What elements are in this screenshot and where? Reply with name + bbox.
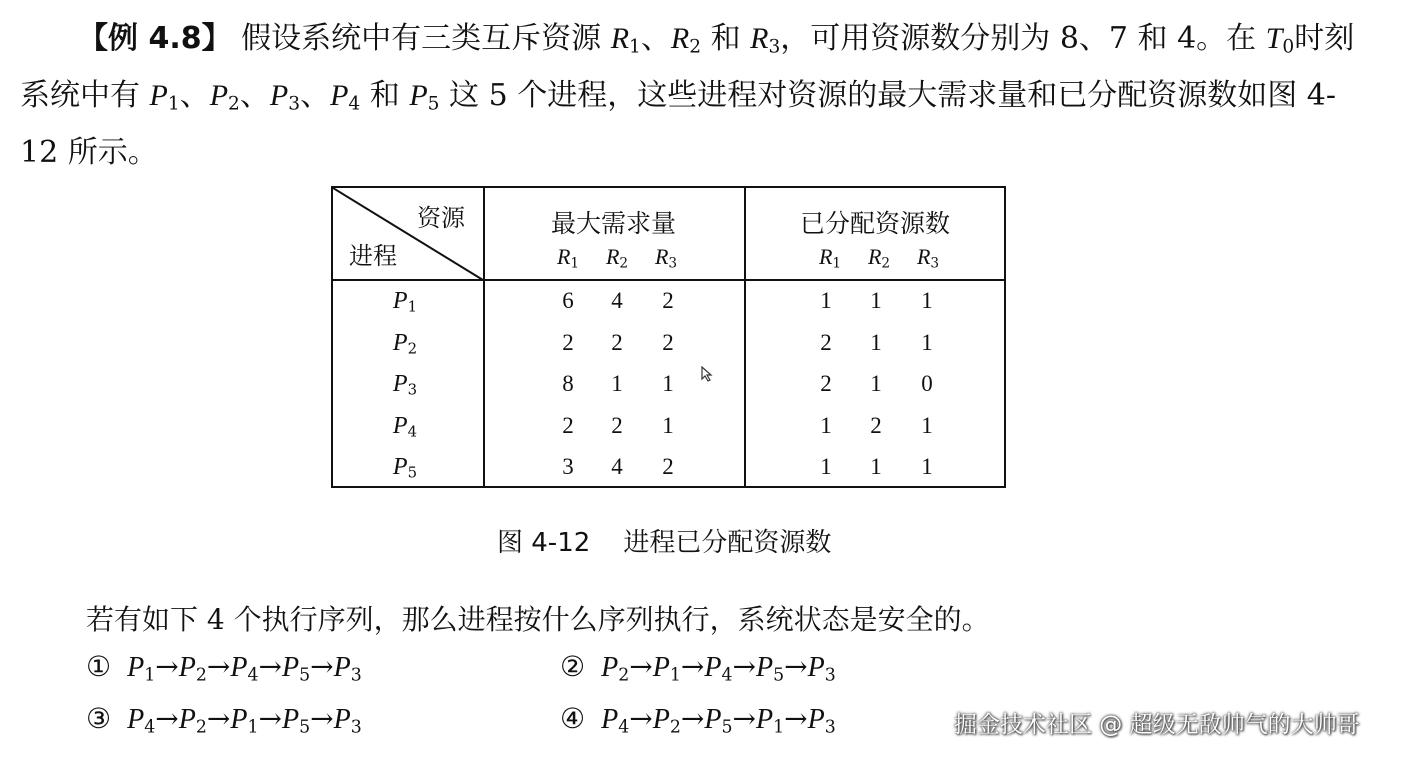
process-symbol: $P_5$: [704, 704, 733, 738]
max-demand-cell: 6: [562, 288, 574, 313]
process-symbol: $P_5$: [281, 704, 311, 738]
sequence-number: ②: [560, 650, 586, 683]
arrow-icon: →: [155, 650, 179, 683]
resource-subheader: $R_2$: [867, 244, 891, 272]
arrow-icon: →: [258, 650, 282, 683]
max-demand-cell: 2: [662, 330, 674, 355]
allocated-cell: 1: [820, 454, 832, 479]
allocated-cell: 1: [870, 330, 882, 355]
process-symbol: $P_1$: [652, 652, 681, 686]
process-symbol: $P_3$: [807, 704, 836, 738]
process-symbol: $P_1$: [755, 704, 785, 738]
execution-sequence: [86, 650, 362, 684]
resource-subheader: $R_2$: [605, 244, 629, 272]
process-symbol: $P_5$: [281, 652, 311, 686]
process-symbol: $P_4$: [127, 704, 156, 738]
process-symbol: $P_4$: [601, 704, 630, 738]
example-label: 【例 4.8】: [78, 21, 232, 56]
process-symbol: $P_2$: [652, 704, 681, 738]
max-demand-cell: 2: [662, 288, 674, 313]
process-symbol: $P_2$: [178, 652, 207, 686]
process-symbol: $P_3$: [333, 652, 362, 686]
execution-sequence: [560, 650, 836, 684]
allocated-cell: 2: [820, 330, 832, 355]
max-demand-cell: 2: [662, 454, 674, 479]
max-demand-cell: 2: [611, 330, 623, 355]
arrow-icon: →: [258, 702, 282, 735]
allocated-cell: 2: [870, 413, 882, 438]
process-symbol: $P_2$: [601, 652, 630, 686]
question-text: 若有如下 4 个执行序列，那么进程按什么序列执行，系统状态是安全的。: [86, 603, 990, 636]
arrow-icon: →: [206, 702, 231, 735]
corner-label-resource: 资源: [417, 204, 465, 232]
corner-label-process: 进程: [349, 242, 397, 270]
process-symbol: $P_3$: [333, 704, 362, 738]
arrow-icon: →: [310, 650, 334, 683]
arrow-icon: →: [680, 702, 705, 735]
header-divider: [333, 279, 1004, 281]
sequence-number: ③: [86, 702, 112, 735]
process-label: $P_2$: [392, 330, 418, 358]
max-demand-cell: 4: [611, 288, 623, 313]
arrow-icon: →: [629, 650, 653, 683]
header-allocated: 已分配资源数: [799, 209, 950, 238]
resource-subheader: $R_1$: [818, 244, 842, 272]
process-symbol: $P_1$: [230, 704, 259, 738]
arrow-icon: →: [732, 702, 756, 735]
process-label: $P_5$: [392, 454, 418, 482]
allocated-cell: 1: [820, 413, 832, 438]
allocated-cell: 1: [870, 288, 882, 313]
arrow-icon: →: [155, 702, 179, 735]
resource-table: [331, 186, 1006, 488]
process-label: $P_3$: [392, 371, 418, 399]
process-symbol: $P_1$: [127, 652, 156, 686]
arrow-icon: →: [784, 650, 808, 683]
process-symbol: $P_5$: [755, 652, 785, 686]
arrow-icon: →: [732, 650, 756, 683]
max-demand-cell: 8: [562, 371, 574, 396]
max-demand-cell: 2: [562, 413, 574, 438]
max-demand-cell: 3: [562, 454, 574, 479]
watermark: 掘金技术社区 @ 超级无敌帅气的大帅哥: [954, 712, 1360, 738]
header-max-demand: 最大需求量: [550, 209, 676, 238]
max-demand-cell: 1: [662, 371, 674, 396]
resource-subheader: $R_3$: [654, 244, 678, 272]
process-symbol: $P_4$: [704, 652, 733, 686]
allocated-cell: 1: [870, 454, 882, 479]
allocated-cell: 1: [921, 413, 933, 438]
allocated-cell: 1: [921, 288, 933, 313]
max-demand-cell: 4: [611, 454, 623, 479]
process-symbol: $P_4$: [230, 652, 259, 686]
figure-caption: 图 4-12 进程已分配资源数: [497, 528, 832, 558]
arrow-icon: →: [680, 650, 705, 683]
mouse-cursor-icon: [701, 366, 715, 384]
execution-sequence: [86, 702, 362, 736]
resource-subheader: $R_3$: [916, 244, 940, 272]
arrow-icon: →: [310, 702, 334, 735]
process-symbol: $P_3$: [807, 652, 836, 686]
arrow-icon: →: [784, 702, 808, 735]
allocated-cell: 1: [921, 330, 933, 355]
allocated-cell: 1: [921, 454, 933, 479]
max-demand-cell: 2: [562, 330, 574, 355]
allocated-cell: 1: [870, 371, 882, 396]
allocated-cell: 0: [921, 371, 933, 396]
allocated-cell: 2: [820, 371, 832, 396]
max-demand-cell: 2: [611, 413, 623, 438]
execution-sequence: [560, 702, 836, 736]
allocated-cell: 1: [820, 288, 832, 313]
process-label: $P_1$: [392, 288, 418, 316]
process-symbol: $P_2$: [178, 704, 207, 738]
resource-subheader: $R_1$: [556, 244, 580, 272]
sequence-number: ①: [86, 650, 112, 683]
problem-paragraph: 【例 4.8】 假设系统中有三类互斥资源 $R_1$、$R_2$ 和 $R_3$，可用资源数分别为 8、7 和 4。在 $T_0$时刻系统中有 $P_1$、$P_2$、$P_3$、$P_4$ 和 $P_5$ 这 5 个进程，这些进程对资源的最大需求量和已分配资源数如图 4-12 所示。: [20, 21, 1355, 170]
arrow-icon: →: [629, 702, 653, 735]
arrow-icon: →: [206, 650, 231, 683]
max-demand-cell: 1: [611, 371, 623, 396]
sequence-number: ④: [560, 702, 586, 735]
process-label: $P_4$: [392, 413, 418, 441]
max-demand-cell: 1: [662, 413, 674, 438]
